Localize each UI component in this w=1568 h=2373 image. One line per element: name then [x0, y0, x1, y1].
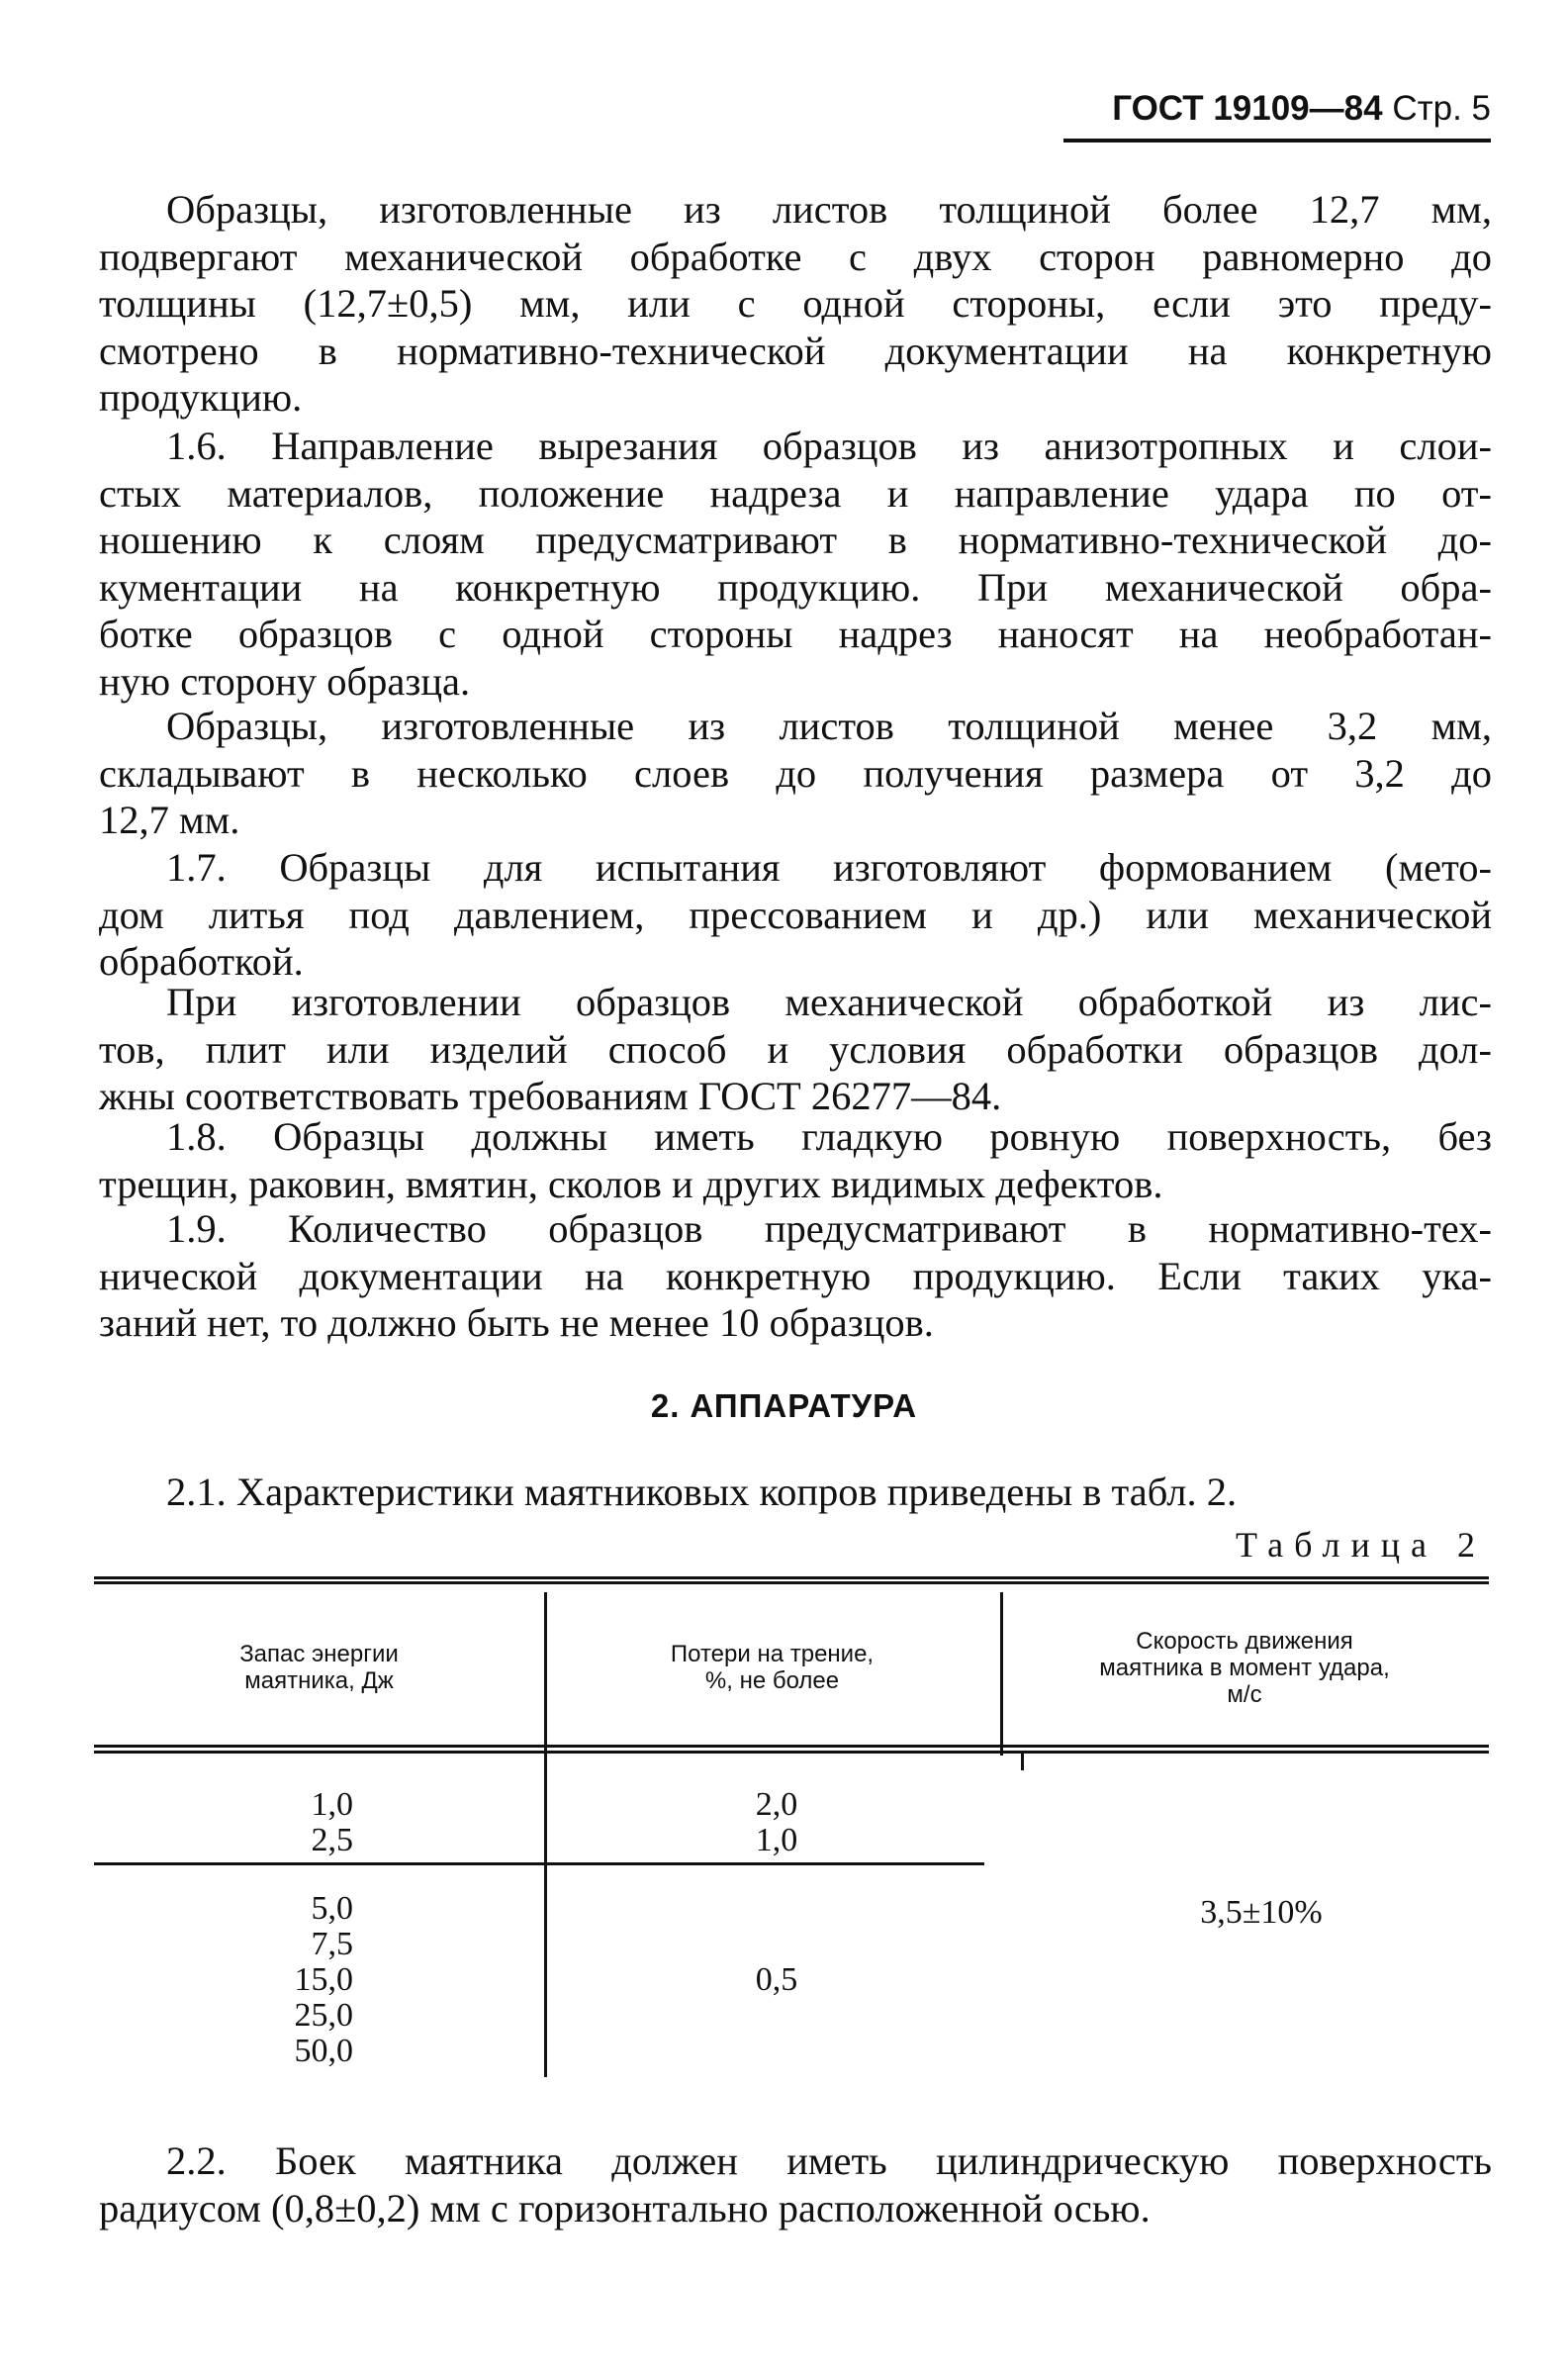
text-line: смотрено в нормативно-технической документации на конкретную — [99, 328, 1492, 373]
section-title: 2. АППАРАТУРА — [650, 1387, 918, 1424]
header-energy — [94, 1641, 544, 1694]
group-separator-rule — [94, 1862, 984, 1865]
table-2 — [94, 1576, 1489, 2076]
text-line: При изготовлении образцов механической обработкой из лис- — [166, 980, 1492, 1024]
text-line: 2.1. Характеристики маятниковых копров приведены в табл. 2. — [166, 1470, 1238, 1514]
page-header — [1063, 87, 1491, 142]
page-number: Стр. 5 — [1392, 89, 1491, 128]
paragraph-2-1 — [99, 1469, 1492, 1516]
table-cell: 7,5 — [311, 1926, 353, 1962]
text-line: складывают в несколько слоев до получения размера от 3,2 до — [99, 750, 1492, 796]
text-line: нической документации на конкретную продукцию. Если таких ука- — [99, 1253, 1492, 1298]
table-cell: 15,0 — [294, 1961, 353, 1998]
text-line: жны соответствовать требованиям ГОСТ 26277—84. — [99, 1074, 1002, 1118]
table-cell: 1,0 — [755, 1822, 798, 1858]
text-line: 1.7. Образцы для испытания изготовляют формованием (мето- — [166, 845, 1492, 890]
header-text: Скорость движения — [1136, 1628, 1353, 1655]
energy-group-2 — [252, 1891, 353, 2069]
table-cell: 50,0 — [294, 2033, 353, 2069]
text-line: дом литья под давлением, прессованием и др.) или механической — [99, 892, 1492, 937]
text-line: ную сторону образца. — [99, 658, 471, 704]
table-cell: 25,0 — [294, 1997, 353, 2034]
text-line: трещин, раковин, вмятин, сколов и других видимых дефектов. — [99, 1161, 1163, 1206]
paragraph-1-6 — [99, 423, 1492, 705]
text-line: радиусом (0,8±0,2) мм с горизонтально расположенной осью. — [99, 2185, 1151, 2231]
header-bottom-rule — [94, 1751, 1489, 1754]
text-line: 1.9. Количество образцов предусматривают в нормативно-тех- — [166, 1206, 1492, 1251]
speed-cell — [1172, 1895, 1350, 1931]
table-cell: 2,5 — [311, 1822, 353, 1858]
header-speed — [1000, 1628, 1489, 1708]
header-bottom-rule — [94, 1745, 1489, 1748]
table-top-rule — [94, 1576, 1489, 1579]
text-line: стых материалов, положение надреза и направление удара по от- — [99, 470, 1492, 516]
header-text: м/с — [1227, 1681, 1262, 1708]
header-text: маятника, Дж — [244, 1667, 394, 1694]
text-line: тов, плит или изделий способ и условия обработки образцов дол- — [99, 1026, 1492, 1072]
paragraph-thin-sheets — [99, 703, 1492, 844]
column-divider — [1021, 1751, 1024, 1770]
text-line: Образцы, изготовленные из листов толщиной более 12,7 мм, — [166, 187, 1492, 232]
paragraph-1-9 — [99, 1205, 1492, 1347]
text-line: подвергают механической обработке с двух сторон равномерно до — [99, 234, 1492, 279]
header-text: Потери на трение, — [670, 1641, 875, 1667]
table-cell: 3,5±10% — [1200, 1894, 1323, 1931]
standard-code: ГОСТ 19109—84 — [1112, 89, 1383, 128]
paragraph-1-7 — [99, 844, 1492, 986]
text-line: 2.2. Боек маятника должен иметь цилиндрическую поверхность — [166, 2138, 1492, 2183]
text-line: толщины (12,7±0,5) мм, или с одной стороны, если это преду- — [99, 281, 1492, 326]
header-text: Запас энергии — [239, 1641, 399, 1667]
text-line: кументации на конкретную продукцию. При механической обра- — [99, 564, 1492, 610]
header-text: маятника в момент удара, — [1099, 1655, 1390, 1681]
table-cell: 5,0 — [311, 1890, 353, 1927]
header-losses — [544, 1641, 1000, 1694]
text-line: 1.8. Образцы должны иметь гладкую ровную поверхность, без — [166, 1114, 1492, 1159]
text-line: Образцы, изготовленные из листов толщиной менее 3,2 мм, — [166, 704, 1492, 748]
text-line: обработкой. — [99, 939, 304, 984]
text-line: 12,7 мм. — [99, 798, 240, 842]
text-line: ботке образцов с одной стороны надрез наносят на необработан- — [99, 612, 1492, 656]
paragraph-2-2 — [99, 2137, 1492, 2231]
paragraph-1-5-continued — [99, 186, 1492, 422]
table-top-rule — [94, 1581, 1489, 1584]
energy-group-1 — [252, 1787, 353, 1858]
header-text: %, не более — [704, 1667, 840, 1694]
losses-group-2 — [727, 1962, 826, 1998]
table-cell: 1,0 — [311, 1786, 353, 1823]
text-line: ношению к слоям предусматривают в нормативно-технической до- — [99, 518, 1492, 562]
text-line: заний нет, то должно быть не менее 10 образцов. — [99, 1300, 934, 1345]
table-cell: 0,5 — [755, 1961, 798, 1998]
text-line: продукцию. — [99, 375, 303, 420]
losses-group-1 — [727, 1787, 826, 1858]
paragraph-machining — [99, 979, 1492, 1120]
paragraph-1-8 — [99, 1113, 1492, 1207]
table-cell: 2,0 — [755, 1786, 798, 1823]
text-line: 1.6. Направление вырезания образцов из анизотропных и слои- — [166, 424, 1492, 468]
table-caption: Таблица 2 — [1236, 1525, 1486, 1565]
